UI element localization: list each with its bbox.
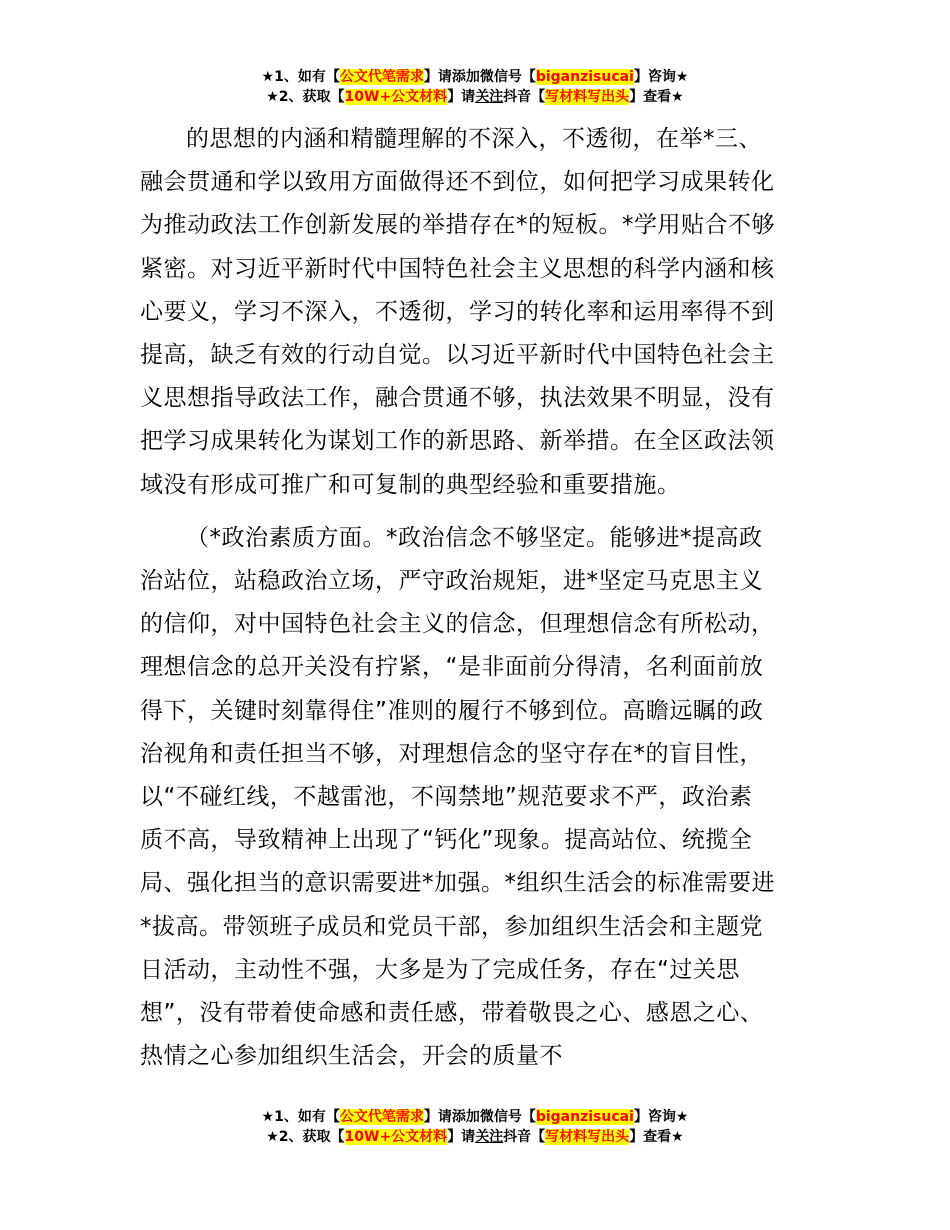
text-line: 以“不碰红线，不越雷池，不闯禁地”规范要求不严，政治素: [140, 784, 753, 811]
text-line: 心要义，学习不深入，不透彻，学习的转化率和运用率得不到: [140, 298, 775, 325]
text-line: 局、强化担当的意识需要进*加强。*组织生活会的标准需要进: [140, 870, 775, 897]
text-line: （*政治素质方面。*政治信念不够坚定。能够进*提高政: [186, 524, 763, 551]
text-line: 的信仰，对中国特色社会主义的信念，但理想信念有所松动，: [140, 611, 775, 638]
text-line: 的思想的内涵和精髓理解的不深入，不透彻，在举*三、: [186, 126, 762, 152]
text-line: 理想信念的总开关没有拧紧，“是非面前分得清，名利面前放: [140, 654, 764, 681]
banner-highlight: biganzisucai: [535, 1109, 634, 1125]
banner-highlight: 写材料写出头: [545, 1129, 630, 1145]
banner-text: 】查看★: [629, 89, 684, 105]
banner-text: ★2、获取【: [266, 1129, 345, 1145]
banner-text: 】请添: [423, 69, 466, 85]
banner-text: 】查看★: [629, 1129, 684, 1145]
banner-text: 】请: [447, 89, 476, 105]
text-line: 把学习成果转化为谋划工作的新思路、新举措。在全区政法领: [140, 428, 775, 455]
banner-text: 抖音【: [503, 1129, 546, 1145]
text-line: 质不高，导致精神上出现了“钙化”现象。提高站位、统揽全: [140, 827, 753, 854]
banner-text: 抖音【: [503, 89, 546, 105]
text-line: 得下，关键时刻靠得住”准则的履行不够到位。高瞻远瞩的政: [140, 697, 764, 724]
banner-highlight: 公文代笔需求: [339, 1109, 424, 1125]
text-line: 热情之心参加组织生活会，开会的质量不: [140, 1043, 563, 1070]
text-line: 融会贯通和学以致用方面做得还不到位，如何把学习成果转化: [140, 169, 775, 196]
text-line: 想”，没有带着使命感和责任感，带着敬畏之心、感恩之心、: [140, 1000, 764, 1027]
text-line: *拔高。带领班子成员和党员干部，参加组织生活会和主题党: [140, 913, 763, 940]
banner-line-1: [0, 1107, 950, 1127]
paragraph-2: [140, 517, 820, 1079]
text-line: 治站位，站稳政治立场，严守政治规矩，进*坚定马克思主义: [140, 568, 763, 595]
text-line: 日活动，主动性不强，大多是为了完成任务，存在“过关思: [140, 956, 740, 983]
text-line: 义思想指导政法工作，融合贯通不够，执法效果不明显，没有: [140, 385, 775, 412]
banner-text: 加微信号【: [465, 1109, 536, 1125]
banner-line-2: [0, 1127, 950, 1147]
text-line: 紧密。对习近平新时代中国特色社会主义思想的科学内涵和核: [140, 255, 775, 282]
banner-text: 】请添: [423, 1109, 466, 1125]
banner-text: 】咨询★: [633, 1109, 689, 1125]
top-banner: [0, 67, 950, 107]
banner-line-1: [0, 67, 950, 87]
banner-highlight: biganzisucai: [535, 69, 634, 85]
text-line: 域没有形成可推广和可复制的典型经验和重要措施。: [140, 471, 681, 498]
banner-text: ★1、如有【: [261, 1109, 340, 1125]
banner-highlight: 公文代笔需求: [339, 69, 424, 85]
banner-underline: 关注: [475, 1129, 504, 1145]
document-body: [140, 118, 820, 1078]
text-line: 为推动政法工作创新发展的举措存在*的短板。*学用贴合不够: [140, 212, 775, 239]
banner-highlight: 写材料写出头: [545, 89, 630, 105]
banner-line-2: [0, 87, 950, 107]
banner-text: 加微信号【: [465, 69, 536, 85]
banner-highlight: 10W+公文材料: [344, 1129, 448, 1145]
banner-underline: 关注: [475, 89, 504, 105]
text-line: 治视角和责任担当不够，对理想信念的坚守存在*的盲目性，: [140, 740, 763, 767]
banner-text: 】请: [447, 1129, 476, 1145]
text-line: 提高，缺乏有效的行动自觉。以习近平新时代中国特色社会主: [140, 342, 775, 369]
paragraph-1: [140, 118, 820, 507]
banner-highlight: 10W+公文材料: [344, 89, 448, 105]
bottom-banner: [0, 1107, 950, 1147]
banner-text: ★1、如有【: [261, 69, 340, 85]
banner-text: 】咨询★: [633, 69, 689, 85]
banner-text: ★2、获取【: [266, 89, 345, 105]
